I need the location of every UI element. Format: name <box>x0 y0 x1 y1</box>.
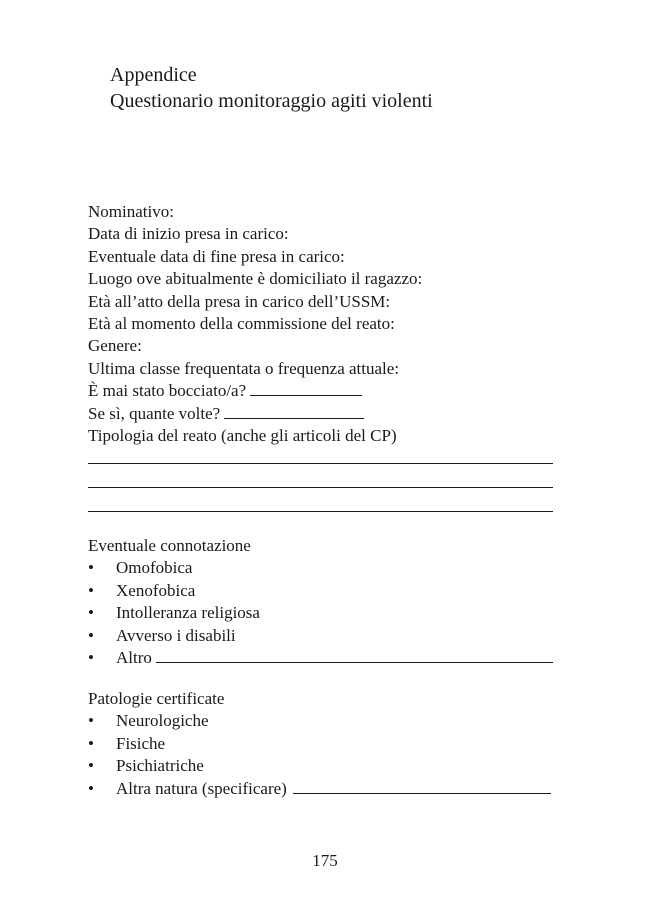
page-number: 175 <box>312 851 338 870</box>
list-item <box>88 755 563 777</box>
answer-line[interactable] <box>88 464 553 488</box>
questionnaire-title: Questionario monitoraggio agiti violenti <box>110 90 433 112</box>
bullet-icon: • <box>88 756 94 776</box>
list-item <box>88 778 563 800</box>
bocciato-answer-line[interactable] <box>250 380 362 396</box>
list-item <box>88 557 563 579</box>
quante-volte-answer-line[interactable] <box>224 403 364 419</box>
field-bocciato-label: È mai stato bocciato/a? <box>88 381 247 401</box>
list-item <box>88 602 563 624</box>
answer-line[interactable] <box>88 440 553 464</box>
list-item <box>88 580 563 602</box>
list-item <box>88 625 563 647</box>
field-nominativo: Nominativo: <box>88 202 174 221</box>
field-tipologia-reato: Tipologia del reato (anche gli articoli del CP) <box>88 425 397 445</box>
patologie-section <box>88 688 563 800</box>
field-genere: Genere: <box>88 336 142 356</box>
patologie-title: Patologie certificate <box>88 689 225 708</box>
bullet-icon: • <box>88 647 94 667</box>
list-item-label: Avverso i disabili <box>116 625 236 645</box>
list-item-label: Xenofobica <box>116 580 196 600</box>
connotazione-section <box>88 535 563 669</box>
field-data-inizio: Data di inizio presa in carico: <box>88 224 289 244</box>
altro-answer-line[interactable] <box>156 647 553 663</box>
list-item-label: Neurologiche <box>116 711 209 731</box>
appendix-heading <box>110 62 433 114</box>
bullet-icon: • <box>88 603 94 623</box>
bullet-icon: • <box>88 580 94 600</box>
field-bocciato <box>88 380 568 402</box>
field-data-fine: Eventuale data di fine presa in carico: <box>88 246 345 266</box>
altra-natura-answer-line[interactable] <box>293 778 551 794</box>
answer-line[interactable] <box>88 488 553 512</box>
bullet-icon: • <box>88 625 94 645</box>
field-luogo-domicilio: Luogo ove abitualmente è domiciliato il ragazzo: <box>88 269 423 289</box>
bullet-icon: • <box>88 711 94 731</box>
field-ultima-classe: Ultima classe frequentata o frequenza attuale: <box>88 358 400 378</box>
list-item-label: Altra natura (specificare) <box>116 778 287 798</box>
questionnaire-fields <box>88 201 568 447</box>
list-item-label: Intolleranza religiosa <box>116 603 260 623</box>
field-eta-reato: Età al momento della commissione del reato: <box>88 313 395 333</box>
field-eta-presa-carico: Età all’atto della presa in carico dell’USSM: <box>88 291 391 311</box>
bullet-icon: • <box>88 733 94 753</box>
list-item-label: Fisiche <box>116 733 166 753</box>
connotazione-title: Eventuale connotazione <box>88 536 251 555</box>
list-item-label: Psichiatriche <box>116 756 204 776</box>
list-item-label: Omofobica <box>116 558 193 578</box>
tipologia-answer-lines <box>88 440 553 512</box>
list-item <box>88 710 563 732</box>
bullet-icon: • <box>88 778 94 798</box>
appendix-label: Appendice <box>110 64 197 86</box>
list-item <box>88 733 563 755</box>
list-item-label: Altro <box>116 647 152 667</box>
field-quante-volte-label: Se sì, quante volte? <box>88 403 221 423</box>
list-item <box>88 647 563 669</box>
bullet-icon: • <box>88 558 94 578</box>
field-quante-volte <box>88 403 568 425</box>
